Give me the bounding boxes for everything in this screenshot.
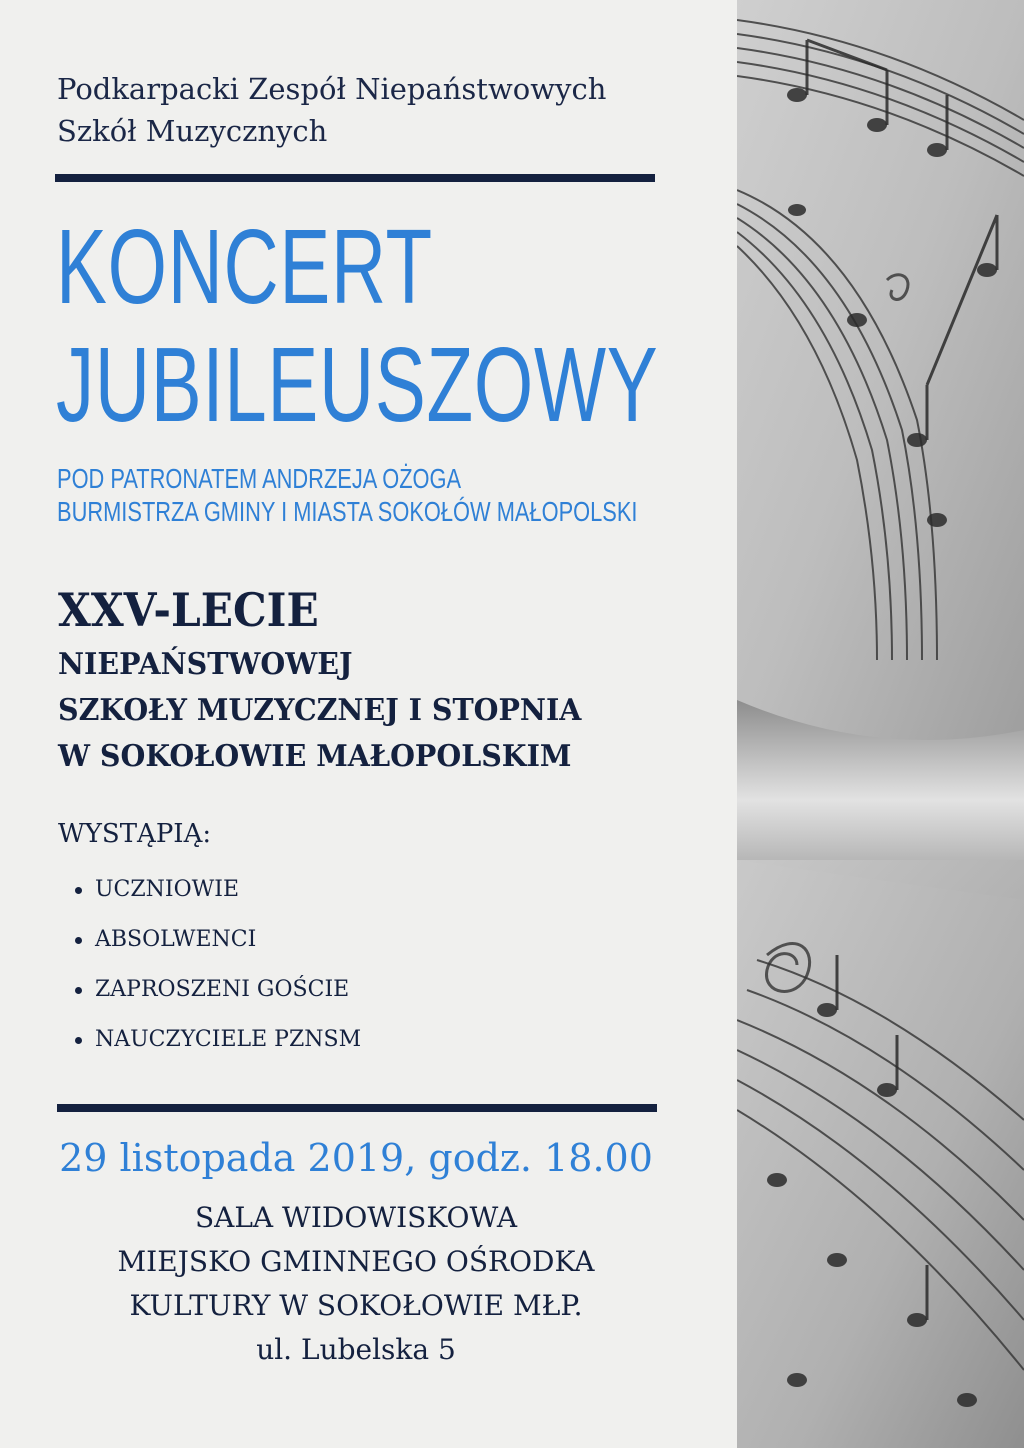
patronage-line-1: POD PATRONATEM ANDRZEJA OŻOGA [57,463,462,494]
performers-heading: WYSTĄPIĄ: [58,819,212,849]
venue-line-2: MIEJSKO GMINNEGO OŚRODKA [117,1245,595,1278]
bullet-icon [75,987,82,994]
performer-label: ABSOLWENCI [95,927,257,952]
patronage-text [57,462,637,528]
patronage-line-2: BURMISTRZA GMINY I MIASTA SOKOŁÓW MAŁOPOLSKI [57,496,638,527]
bullet-icon [75,1037,82,1044]
concert-title [56,208,658,444]
anniversary-headline: XXV-LECIE [58,583,319,637]
venue-line-1: SALA WIDOWISKOWA [194,1201,518,1234]
venue-address: ul. Lubelska 5 [256,1333,456,1366]
school-line-2: SZKOŁY MUZYCZNEJ I STOPNIA [58,693,582,728]
title-line-2: JUBILEUSZOWY [56,326,659,444]
bottom-divider [57,1104,657,1112]
organizer-name [57,68,697,152]
venue-info [0,1196,712,1372]
performers-list [58,868,361,1068]
event-date-time: 29 listopada 2019, godz. 18.00 [59,1136,653,1180]
bullet-icon [75,937,82,944]
list-item [58,868,361,918]
list-item [58,1018,361,1068]
top-divider [55,174,655,182]
school-name [58,642,581,780]
performer-label: UCZNIOWIE [95,877,239,902]
organizer-line-2: Szkół Muzycznych [57,114,328,148]
sheet-music-photo [737,0,1024,1448]
list-item [58,918,361,968]
performer-label: NAUCZYCIELE PZNSM [95,1027,362,1052]
school-line-3: W SOKOŁOWIE MAŁOPOLSKIM [58,739,572,774]
venue-line-3: KULTURY W SOKOŁOWIE MŁP. [129,1289,583,1322]
sheet-music-icon [737,0,1024,1448]
bullet-icon [75,887,82,894]
organizer-line-1: Podkarpacki Zespół Niepaństwowych [57,72,607,106]
title-line-1: KONCERT [56,208,433,326]
list-item [58,968,361,1018]
performer-label: ZAPROSZENI GOŚCIE [95,977,350,1002]
school-line-1: NIEPAŃSTWOWEJ [58,647,353,682]
